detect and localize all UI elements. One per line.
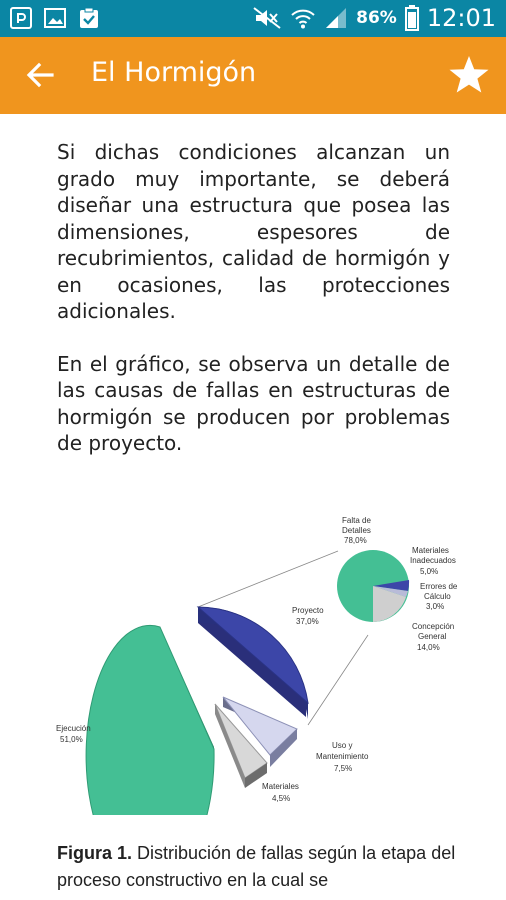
failure-distribution-figure [40,505,480,815]
label-proyecto-2: 37,0% [296,617,319,626]
label-concepcion-1: Concepción [412,622,455,631]
paragraph: Si dichas condiciones alcanzan un grado muy importante, se deberá diseñar una estructura que posea las dimensiones, espesores de recubrimientos, calidad de hormigón y en ocasiones, las protecciones adicionales. [57,140,450,323]
label-errores-1: Errores de [420,582,458,591]
signal-icon [324,6,348,30]
caption-label: Figura 1. [57,843,133,863]
label-falta-detalles-1: Falta de [342,516,371,525]
label-uso-1: Uso y [332,741,353,750]
connector-line [198,551,338,607]
mute-icon [252,6,282,30]
star-icon[interactable] [448,54,490,96]
label-falta-detalles-3: 78,0% [344,536,367,545]
label-ejecucion-2: 51,0% [60,735,83,744]
label-falta-detalles-2: Detalles [342,526,371,535]
battery-icon [405,5,419,31]
slice-ejecucion [86,625,214,815]
label-ejecucion-1: Ejecución [56,724,91,733]
label-concepcion-3: 14,0% [417,643,440,652]
label-uso-2: Mantenimiento [316,752,369,761]
label-errores-3: 3,0% [426,602,445,611]
arrow-left-icon[interactable] [24,59,56,91]
label-errores-2: Cálculo [424,592,451,601]
page-title: El Hormigón [91,57,257,88]
label-mat-inadecuados-1: Materiales [412,546,449,555]
app-bar [0,37,506,114]
image-icon [44,7,66,29]
label-uso-3: 7,5% [334,764,353,773]
label-proyecto-1: Proyecto [292,606,324,615]
label-materiales-2: 4,5% [272,794,291,803]
status-bar [0,0,506,37]
figure-caption [57,840,457,894]
label-mat-inadecuados-2: Inadecuados [410,556,456,565]
caption-text: Distribución de fallas según la etapa del proceso constructivo en la cual se [57,843,456,890]
label-materiales-1: Materiales [262,782,299,791]
connector-line [308,635,368,725]
wifi-icon [290,6,316,30]
app-icon [10,7,32,29]
clock: 12:01 [426,4,496,32]
slice-proyecto [198,607,308,703]
clipboard-check-icon [78,7,100,29]
battery-percent: 86% [356,8,397,28]
label-mat-inadecuados-3: 5,0% [420,567,439,576]
label-concepcion-2: General [418,632,447,641]
article-content [57,139,450,457]
paragraph: En el gráfico, se observa un detalle de las causas de fallas en estructuras de hormigón se producen por problemas de proyecto. [57,351,450,455]
